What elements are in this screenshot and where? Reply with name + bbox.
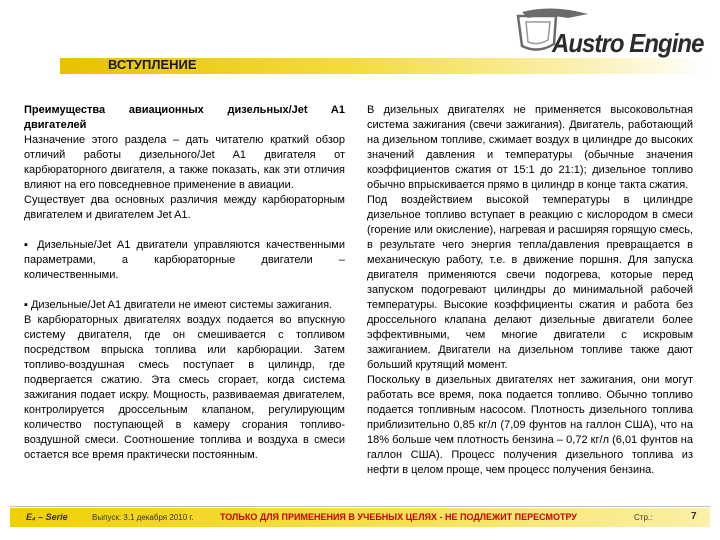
paragraph: Под воздействием высокой температуры в цилиндре дизельное топливо вступает в реакцию с кислородом в смеси (горение или окисление), нагревая и расширяя горящую смесь, в результате чего энергия тепла/давления превращается в механическую работу, т.е. в движение поршня. Для запуска двигателя применяются свечи подогрева, которые перед запуском подогревают цилиндры до минимальной рабочей температуры. Высокие коэффициенты сжатия и работа без дроссельного клапана делают дизельные двигатели более эффективными, чем многие двигатели с искровым зажиганием. Двигатели на дизельном топливе также дают больший крутящий момент. bbox=[367, 194, 693, 371]
footer-bar bbox=[10, 508, 710, 527]
bullet-item: ▪ Дизельные/Jet A1 двигатели управляются качественными параметрами, а карбюраторные двигатели – количественными. bbox=[24, 239, 345, 281]
footer-divider bbox=[10, 506, 710, 507]
bullet-item: ▪ Дизельные/Jet A1 двигатели не имеют системы зажигания. bbox=[24, 299, 333, 311]
footer-page-number: 7 bbox=[691, 511, 697, 522]
paragraph: Назначение этого раздела – дать читателю краткий обзор отличий работы дизельного/Jet A1 двигателя от карбюраторного двигателя, а также показать, как эти отличия влияют на его повседневное применение в авиации. bbox=[24, 134, 345, 191]
paragraph: В дизельных двигателях не применяется высоковольтная система зажигания (свечи зажигания). Двигатель, работающий на дизельном топливе, сжимает воздух в цилиндре до высоких значений давления и температуры (обычные значения коэффициентов сжатия от 15:1 до 21:1); дизельное топливо обычно впрыскивается прямо в цилиндр в конце такта сжатия. bbox=[367, 104, 693, 191]
footer-series: E₄ – Serie bbox=[26, 512, 68, 522]
logo-text: Austro Engine bbox=[552, 28, 704, 58]
footer-page-label: Стр.: bbox=[634, 513, 653, 522]
left-column bbox=[24, 103, 345, 463]
paragraph: Поскольку в дизельных двигателях нет зажигания, они могут работать все время, пока подается топливо. Обычно топливо подается топливным насосом. Плотность дизельного топлива приблизительно 0,85 кг/л (7,09 фунтов на галлон США), что на 18% больше чем плотность бензина – 0,72 кг/л (6,01 фунтов на галлон США). Процесс получения дизельного топлива из нефти в целом проще, чем процесс получения бензина. bbox=[367, 374, 693, 476]
right-column bbox=[367, 103, 693, 478]
footer-issue-date: Выпуск: 3.1 декабря 2010 г. bbox=[92, 513, 194, 522]
article-heading: Преимущества авиационных дизельных/Jet A1 двигателей bbox=[24, 104, 345, 131]
austro-engine-logo bbox=[508, 6, 708, 58]
section-title: ВСТУПЛЕНИЕ bbox=[108, 57, 197, 72]
footer-training-notice: ТОЛЬКО ДЛЯ ПРИМЕНЕНИЯ В УЧЕБНЫХ ЦЕЛЯХ - НЕ ПОДЛЕЖИТ ПЕРЕСМОТРУ bbox=[220, 512, 577, 522]
paragraph: Существует два основных различия между карбюраторным двигателем и двигателем Jet A1. bbox=[24, 194, 345, 221]
paragraph: В карбюраторных двигателях воздух подается во впускную систему двигателя, где он смешивается с топливом посредством впрыска топлива или карбюрации. Затем топливо-воздушная смесь поступает в цилиндр, где подвергается сжатию. Эта смесь сгорает, когда система зажигания подает искру. Мощность, развиваемая двигателем, контролируется дроссельным клапаном, регулирующим количество поступающей в камеру сгорания топливо-воздушной смеси. Соотношение топлива и воздуха в смеси остается все время практически постоянным. bbox=[24, 314, 345, 461]
